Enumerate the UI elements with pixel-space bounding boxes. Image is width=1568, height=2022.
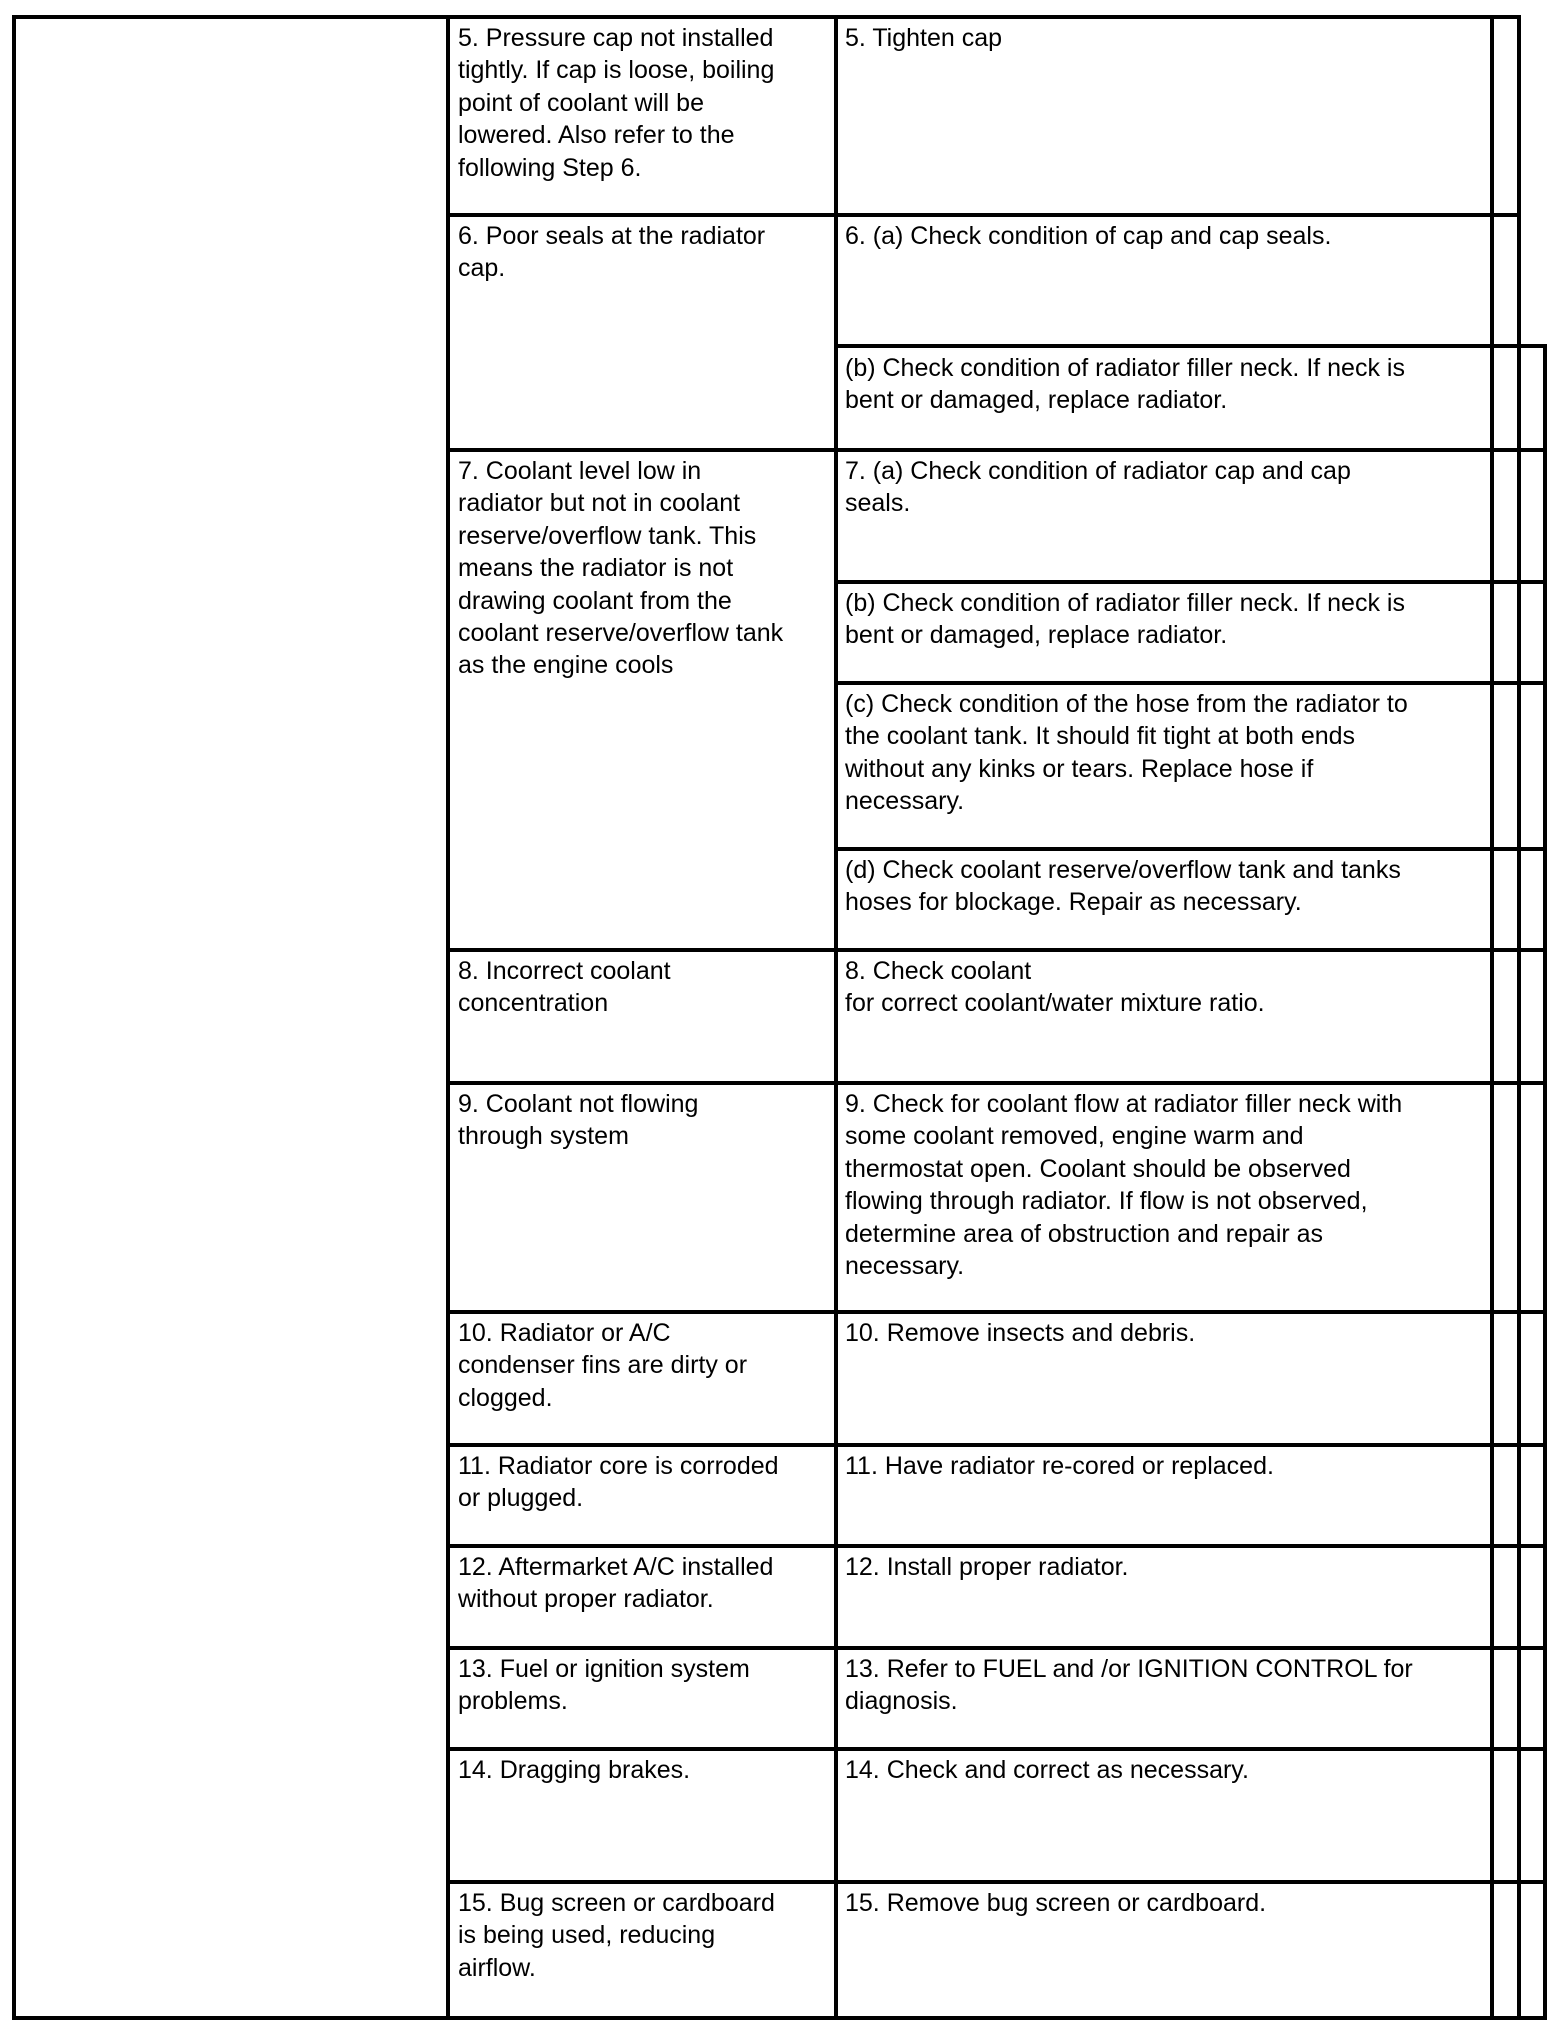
row-divider — [446, 1747, 1547, 1751]
action-column-divider — [1490, 15, 1494, 2020]
action-cell: 13. Refer to FUEL and /or IGNITION CONTROL for diagnosis. — [845, 1655, 1413, 1716]
row-divider — [834, 681, 1547, 685]
row-divider — [446, 1544, 1547, 1548]
action-cell: 11. Have radiator re-cored or replaced. — [845, 1452, 1274, 1480]
action-cell: (d) Check coolant reserve/overflow tank and tanks hoses for blockage. Repair as necessary. — [845, 856, 1401, 917]
condition-cell: 7. Coolant level low in radiator but not in coolant reserve/overflow tank. This means the radiator is not drawing coolant from the coolant reserve/overflow tank as the engine cools — [458, 457, 784, 680]
action-cell: 7. (a) Check condition of radiator cap and cap seals. — [845, 457, 1351, 518]
action-cell: (b) Check condition of radiator filler neck. If neck is bent or damaged, replace radiator. — [845, 589, 1405, 650]
row-divider — [446, 1880, 1547, 1884]
table-right-border — [1543, 345, 1547, 2020]
action-cell: 10. Remove insects and debris. — [845, 1319, 1196, 1347]
condition-cell: 15. Bug screen or cardboard is being used, reducing airflow. — [458, 1889, 775, 1982]
row-divider — [446, 1646, 1547, 1650]
action-cell: (c) Check condition of the hose from the radiator to the coolant tank. It should fit tight at both ends without any kinks or tears. Replace hose if necessary. — [845, 690, 1408, 816]
condition-cell: 5. Pressure cap not installed tightly. If cap is loose, boiling point of coolant will be lowered. Also refer to the following Step 6. — [458, 24, 775, 182]
check-column-divider — [1517, 15, 1521, 2020]
row-divider — [446, 1081, 1547, 1085]
condition-column-divider — [834, 15, 838, 2020]
condition-cell: 10. Radiator or A/C condenser fins are dirty or clogged. — [458, 1319, 748, 1412]
action-cell: 15. Remove bug screen or cardboard. — [845, 1889, 1267, 1917]
action-cell: 14. Check and correct as necessary. — [845, 1756, 1249, 1784]
row-divider — [446, 213, 1521, 217]
condition-cell: 8. Incorrect coolant concentration — [458, 957, 671, 1018]
row-divider — [446, 1443, 1547, 1447]
row-divider — [446, 948, 1547, 952]
action-cell: 6. (a) Check condition of cap and cap seals. — [845, 222, 1332, 250]
row-divider — [446, 1310, 1547, 1314]
condition-cell: 14. Dragging brakes. — [458, 1756, 691, 1784]
action-cell: 8. Check coolant for correct coolant/water mixture ratio. — [845, 957, 1265, 1018]
condition-cell: 11. Radiator core is corroded or plugged. — [458, 1452, 779, 1513]
table-bottom-border — [12, 2016, 1547, 2020]
action-cell: 9. Check for coolant flow at radiator filler neck with some coolant removed, engine warm and thermostat open. Coolant should be observed flowing through radiator. If flow is not observed, determine area of obstruction and repair as necessary. — [845, 1090, 1403, 1281]
symptom-column-divider — [446, 15, 450, 2020]
row-divider — [834, 847, 1547, 851]
condition-cell: 9. Coolant not flowing through system — [458, 1090, 699, 1151]
row-divider — [834, 344, 1547, 348]
action-cell: (b) Check condition of radiator filler neck. If neck is bent or damaged, replace radiator. — [845, 354, 1405, 415]
table-left-border — [12, 15, 16, 2020]
condition-cell: 12. Aftermarket A/C installed without proper radiator. — [458, 1553, 774, 1614]
row-divider — [834, 580, 1547, 584]
action-cell: 12. Install proper radiator. — [845, 1553, 1129, 1581]
row-divider — [446, 448, 1547, 452]
table-top-border — [12, 15, 1521, 19]
condition-cell: 13. Fuel or ignition system problems. — [458, 1655, 750, 1716]
condition-cell: 6. Poor seals at the radiator cap. — [458, 222, 766, 283]
action-cell: 5. Tighten cap — [845, 24, 1003, 52]
